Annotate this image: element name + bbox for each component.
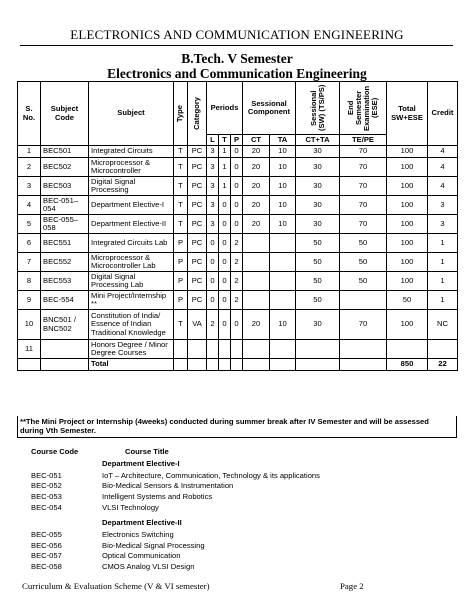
cell-code: BEC503 [41, 177, 89, 196]
table-row [18, 272, 458, 291]
cell-type: T [174, 215, 188, 234]
cell-ct: 20 [243, 196, 270, 215]
cell-ta: 10 [270, 146, 296, 158]
cell-cat: PC [188, 146, 207, 158]
cell-total: 100 [387, 310, 428, 340]
course-code: BEC-054 [31, 502, 62, 512]
cell-type: P [174, 234, 188, 253]
cell-ese: 50 [340, 234, 387, 253]
cell-subject: Honors Degree / Minor Degree Courses [89, 340, 174, 359]
cell-subject: Digital Signal Processing [89, 177, 174, 196]
course-code: BEC-056 [31, 540, 62, 550]
table-row [18, 158, 458, 177]
cell-code: BEC-554 [41, 291, 89, 310]
elective-course-list [31, 447, 431, 572]
cell-sw: 30 [296, 215, 340, 234]
cell-p: 0 [231, 310, 243, 340]
elective-group-heading: Department Elective-II [102, 518, 182, 528]
cell-ct: 20 [243, 146, 270, 158]
table-row [18, 291, 458, 310]
course-row [31, 529, 431, 540]
cell-credit: 4 [428, 158, 458, 177]
course-code: BEC-051 [31, 470, 62, 480]
cell-p: 2 [231, 272, 243, 291]
table-row [18, 310, 458, 340]
col-sessional: Sessional Component [243, 82, 296, 135]
cell-ta: 10 [270, 310, 296, 340]
cell-ct: 20 [243, 310, 270, 340]
cell-l: 2 [207, 310, 219, 340]
cell-subject: Digital Signal Processing Lab [89, 272, 174, 291]
course-code: BEC-057 [31, 551, 62, 561]
cell-p: 0 [231, 177, 243, 196]
cell-ese: 70 [340, 146, 387, 158]
cell-ct: 20 [243, 177, 270, 196]
cell-total: 100 [387, 177, 428, 196]
table-row [18, 196, 458, 215]
cell-subject: Department Elective-II [89, 215, 174, 234]
total-credits: 22 [428, 359, 458, 371]
cell-p: 2 [231, 291, 243, 310]
col-type: Type [174, 82, 188, 146]
col-subject-code: Subject Code [41, 82, 89, 146]
cell-sw: 30 [296, 310, 340, 340]
col-sno: S. No. [18, 82, 41, 146]
cell-sw: 50 [296, 272, 340, 291]
cell-ta [270, 253, 296, 272]
cell-ese: 50 [340, 253, 387, 272]
col-tepe: TE/PE [340, 135, 387, 146]
cell-type [174, 340, 188, 359]
cell-credit: 3 [428, 215, 458, 234]
col-category: Category [188, 82, 207, 146]
cell-ta: 10 [270, 215, 296, 234]
cell-p: 0 [231, 158, 243, 177]
cell-code: BEC553 [41, 272, 89, 291]
cell-cat: VA [188, 310, 207, 340]
semester-title: B.Tech. V Semester [181, 51, 293, 66]
cell-total: 100 [387, 196, 428, 215]
course-code: BEC-052 [31, 481, 62, 491]
cell-ta: 10 [270, 177, 296, 196]
cell-cat: PC [188, 215, 207, 234]
cell-ese: 70 [340, 158, 387, 177]
cell-credit: 4 [428, 146, 458, 158]
cell-code: BEC-051–054 [41, 196, 89, 215]
cell-sno: 2 [18, 158, 41, 177]
footnote: **The Mini Project or Internship (4weeks) conducted during summer break after IV Semester and will be assessed during Vth Semester. [17, 416, 457, 438]
cell-cat: PC [188, 253, 207, 272]
cell-p [231, 340, 243, 359]
cell-type: P [174, 253, 188, 272]
cell-subject: Integrated Circuits Lab [89, 234, 174, 253]
cell-total: 100 [387, 272, 428, 291]
cell-cat [188, 340, 207, 359]
cell-ct [243, 291, 270, 310]
cell-p: 0 [231, 215, 243, 234]
cell-ta [270, 272, 296, 291]
cell-credit: 3 [428, 196, 458, 215]
cell-ese: 70 [340, 215, 387, 234]
course-title: Bio-Medical Signal Processing [102, 540, 205, 550]
cell-credit: 4 [428, 177, 458, 196]
cell-sno: 10 [18, 310, 41, 340]
course-row [31, 470, 431, 481]
cell-cat: PC [188, 272, 207, 291]
cell-l: 3 [207, 196, 219, 215]
course-row [31, 561, 431, 572]
branch-title: Electronics and Communication Engineering [107, 66, 367, 81]
cell-t: 1 [219, 146, 231, 158]
total-marks: 850 [387, 359, 428, 371]
cell-code: BEC502 [41, 158, 89, 177]
cell-sw [296, 340, 340, 359]
cell-sw: 30 [296, 196, 340, 215]
cell-ct: 20 [243, 215, 270, 234]
cell-code [41, 340, 89, 359]
cell-credit: NC [428, 310, 458, 340]
cell-p: 2 [231, 253, 243, 272]
col-credit: Credit [428, 82, 458, 146]
course-title: Optical Communication [102, 551, 181, 561]
course-row [31, 491, 431, 502]
cell-ta: 10 [270, 158, 296, 177]
cell-sw: 50 [296, 234, 340, 253]
cell-sno: 4 [18, 196, 41, 215]
course-title-heading: Course Title [125, 447, 169, 456]
course-code: BEC-055 [31, 530, 62, 540]
cell-t: 0 [219, 272, 231, 291]
evaluation-scheme-table [17, 81, 458, 371]
cell-credit: 1 [428, 272, 458, 291]
cell-ese: 70 [340, 177, 387, 196]
cell-cat: PC [188, 291, 207, 310]
cell-sno: 1 [18, 146, 41, 158]
cell-t: 1 [219, 158, 231, 177]
course-title: CMOS Analog VLSI Design [102, 561, 195, 571]
cell-t: 0 [219, 234, 231, 253]
running-header: ELECTRONICS AND COMMUNICATION ENGINEERING [70, 27, 404, 42]
col-t: T [219, 135, 231, 146]
cell-sno: 5 [18, 215, 41, 234]
cell-sw: 30 [296, 177, 340, 196]
cell-total: 100 [387, 234, 428, 253]
cell-ta: 10 [270, 196, 296, 215]
cell-code: BEC-055–058 [41, 215, 89, 234]
cell-code: BEC501 [41, 146, 89, 158]
cell-sw: 50 [296, 253, 340, 272]
cell-type: T [174, 310, 188, 340]
cell-sw: 30 [296, 158, 340, 177]
cell-ta [270, 291, 296, 310]
cell-l: 0 [207, 272, 219, 291]
cell-subject: Microprocessor & Microcontroller Lab [89, 253, 174, 272]
cell-ta [270, 340, 296, 359]
cell-l: 3 [207, 215, 219, 234]
cell-code: BEC552 [41, 253, 89, 272]
cell-cat: PC [188, 177, 207, 196]
cell-total: 100 [387, 158, 428, 177]
total-label: Total [89, 359, 174, 371]
cell-ct: 20 [243, 158, 270, 177]
cell-l [207, 340, 219, 359]
cell-t: 0 [219, 310, 231, 340]
course-title: VLSI Technology [102, 502, 159, 512]
cell-ese: 50 [340, 272, 387, 291]
cell-cat: PC [188, 234, 207, 253]
cell-ese [340, 291, 387, 310]
footer-text: Curriculum & Evaluation Scheme (V & VI semester) [22, 581, 210, 591]
cell-t: 0 [219, 215, 231, 234]
cell-ese: 70 [340, 196, 387, 215]
course-row [31, 502, 431, 513]
col-p: P [231, 135, 243, 146]
cell-t: 0 [219, 291, 231, 310]
cell-total [387, 340, 428, 359]
cell-type: T [174, 158, 188, 177]
cell-ct [243, 272, 270, 291]
course-code: BEC-058 [31, 561, 62, 571]
page-footer [22, 581, 452, 591]
course-title: Electronics Switching [102, 530, 174, 540]
cell-p: 0 [231, 196, 243, 215]
cell-code: BNC501 / BNC502 [41, 310, 89, 340]
cell-credit: 1 [428, 253, 458, 272]
cell-ct [243, 234, 270, 253]
cell-ct [243, 253, 270, 272]
cell-sw: 50 [296, 291, 340, 310]
cell-ese: 70 [340, 310, 387, 340]
cell-credit: 1 [428, 234, 458, 253]
course-title: IoT – Architecture, Communication, Technology & its applications [102, 470, 320, 480]
cell-subject: Department Elective-I [89, 196, 174, 215]
cell-t: 1 [219, 177, 231, 196]
cell-total: 100 [387, 215, 428, 234]
table-row [18, 234, 458, 253]
cell-type: T [174, 196, 188, 215]
cell-sw: 30 [296, 146, 340, 158]
cell-l: 0 [207, 291, 219, 310]
cell-sno: 6 [18, 234, 41, 253]
course-code-heading: Course Code [31, 447, 79, 456]
cell-t: 0 [219, 253, 231, 272]
cell-subject: Mini Project/Internship ** [89, 291, 174, 310]
header-rule [20, 45, 453, 46]
cell-sno: 11 [18, 340, 41, 359]
col-subject: Subject [89, 82, 174, 146]
course-title: Bio-Medical Sensors & Instrumentation [102, 481, 234, 491]
cell-type: T [174, 177, 188, 196]
cell-sno: 7 [18, 253, 41, 272]
course-row [31, 540, 431, 551]
table-row [18, 340, 458, 359]
table-row [18, 215, 458, 234]
cell-ta [270, 234, 296, 253]
cell-subject: Constitution of India/ Essence of Indian Traditional Knowledge [89, 310, 174, 340]
cell-l: 3 [207, 177, 219, 196]
cell-t: 0 [219, 196, 231, 215]
cell-sno: 3 [18, 177, 41, 196]
cell-p: 2 [231, 234, 243, 253]
cell-t [219, 340, 231, 359]
col-ct: CT [243, 135, 270, 146]
course-row [31, 551, 431, 562]
cell-l: 0 [207, 234, 219, 253]
table-row [18, 146, 458, 158]
cell-credit [428, 340, 458, 359]
cell-sno: 9 [18, 291, 41, 310]
cell-subject: Microprocessor & Microcontroller [89, 158, 174, 177]
cell-total: 100 [387, 253, 428, 272]
cell-p: 0 [231, 146, 243, 158]
col-ese: End Semester Examination (ESE) [340, 82, 387, 135]
cell-cat: PC [188, 158, 207, 177]
page-number: Page 2 [340, 581, 364, 591]
col-l: L [207, 135, 219, 146]
col-ta: TA [270, 135, 296, 146]
col-total: Total SW+ESE [387, 82, 428, 146]
cell-type: T [174, 146, 188, 158]
cell-code: BEC551 [41, 234, 89, 253]
cell-l: 3 [207, 158, 219, 177]
table-row [18, 253, 458, 272]
cell-ct [243, 340, 270, 359]
table-row [18, 177, 458, 196]
cell-l: 0 [207, 253, 219, 272]
course-row [31, 481, 431, 492]
col-periods: Periods [207, 82, 243, 135]
cell-total: 50 [387, 291, 428, 310]
cell-cat: PC [188, 196, 207, 215]
elective-group-heading: Department Elective-I [102, 459, 180, 468]
col-ctta: CT+TA [296, 135, 340, 146]
cell-subject: Integrated Circuits [89, 146, 174, 158]
cell-sno: 8 [18, 272, 41, 291]
cell-total: 100 [387, 146, 428, 158]
cell-ese [340, 340, 387, 359]
col-sw: Sessional (SW) (TS/PS) [296, 82, 340, 135]
course-title: Intelligent Systems and Robotics [102, 491, 213, 501]
cell-type: P [174, 272, 188, 291]
cell-type: P [174, 291, 188, 310]
cell-l: 3 [207, 146, 219, 158]
course-code: BEC-053 [31, 491, 62, 501]
cell-credit: 1 [428, 291, 458, 310]
